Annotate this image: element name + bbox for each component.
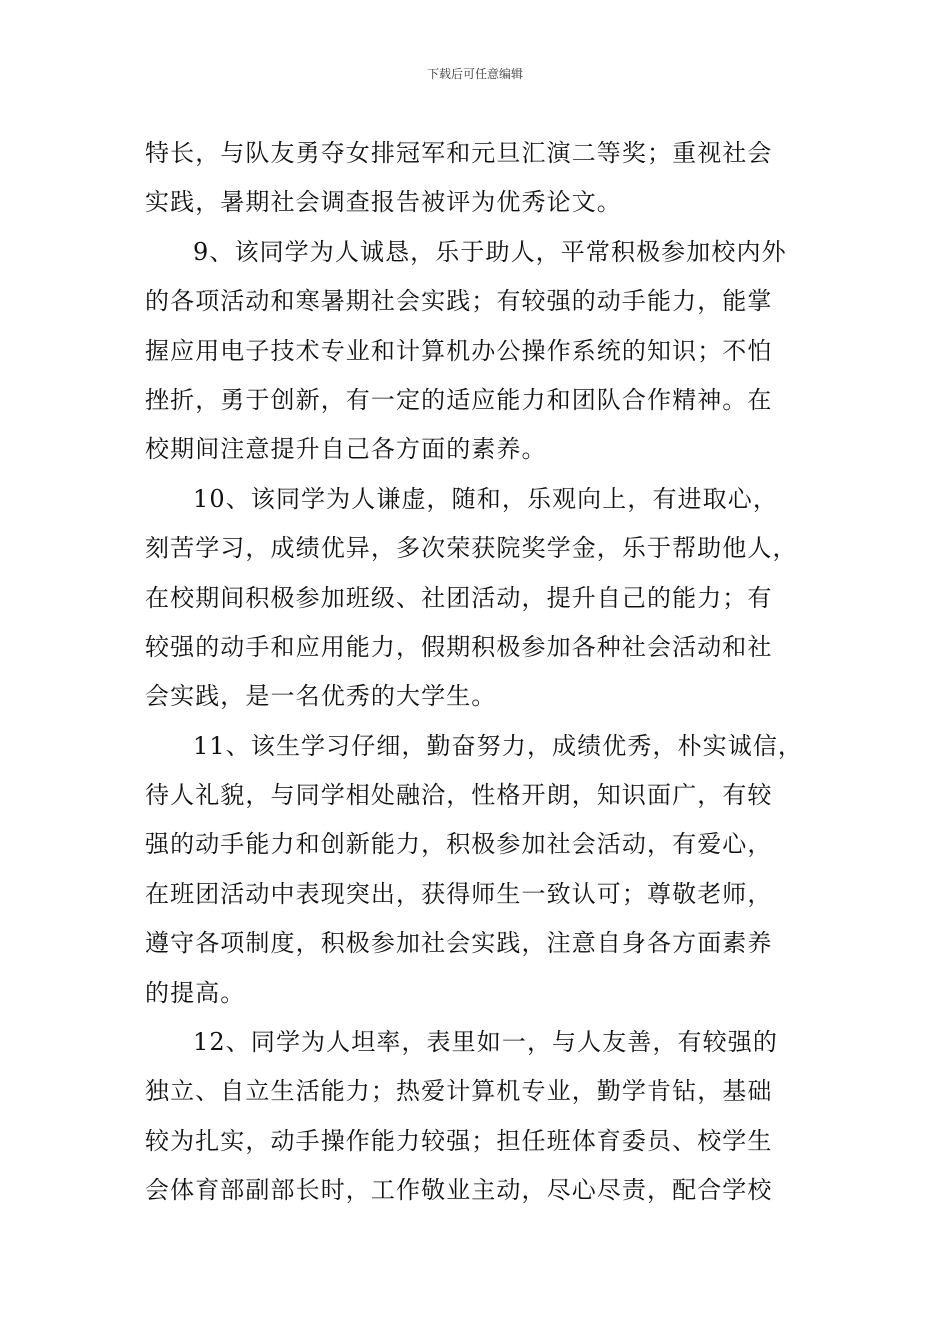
text-line: 独立、自立生活能力；热爱计算机专业，勤学肯钻，基础 (145, 1077, 773, 1106)
text-line: 在校期间积极参加班级、社团活动，提升自己的能力；有 (145, 583, 773, 612)
text-line: 遵守各项制度，积极参加社会实践，注意自身各方面素养 (145, 929, 773, 958)
text-line: 在班团活动中表现突出，获得师生一致认可；尊敬老师， (145, 879, 773, 908)
text-line: 较强的动手和应用能力，假期积极参加各种社会活动和社 (145, 632, 773, 661)
text-line: 刻苦学习，成绩优异，多次荣获院奖学金，乐于帮助他人， (145, 534, 798, 563)
text-line: 的各项活动和寒暑期社会实践；有较强的动手能力，能掌 (145, 287, 773, 316)
paragraph-start-line: 10、该同学为人谦虚，随和，乐观向上，有进取心， (193, 484, 778, 513)
document-body (145, 129, 805, 1216)
text-line: 特长，与队友勇夺女排冠军和元旦汇演二等奖；重视社会 (145, 139, 773, 167)
text-line: 较为扎实，动手操作能力较强；担任班体育委员、校学生 (145, 1126, 773, 1155)
text-line: 实践，暑期社会调查报告被评为优秀论文。 (145, 188, 622, 217)
text-line: 会体育部副部长时，工作敬业主动，尽心尽责，配合学校 (145, 1176, 773, 1205)
paragraph-start-line: 12、同学为人坦率，表里如一，与人友善，有较强的 (193, 1028, 778, 1057)
text-line: 的提高。 (145, 978, 246, 1007)
page-header-note: 下载后可任意编辑 (426, 67, 523, 81)
text-line: 强的动手能力和创新能力，积极参加社会活动，有爱心， (145, 830, 773, 859)
text-line: 待人礼貌，与同学相处融洽，性格开朗，知识面广，有较 (145, 781, 773, 810)
text-line: 挫折，勇于创新，有一定的适应能力和团队合作精神。在 (145, 385, 773, 414)
paragraph-start-line: 9、该同学为人诚恳，乐于助人，平常积极参加校内外 (193, 237, 787, 266)
paragraph-start-line: 11、该生学习仔细，勤奋努力，成绩优秀，朴实诚信， (193, 731, 804, 760)
text-line: 会实践，是一名优秀的大学生。 (145, 682, 497, 711)
text-line: 校期间注意提升自己各方面的素养。 (145, 435, 547, 464)
text-line: 握应用电子技术专业和计算机办公操作系统的知识；不怕 (145, 336, 773, 365)
